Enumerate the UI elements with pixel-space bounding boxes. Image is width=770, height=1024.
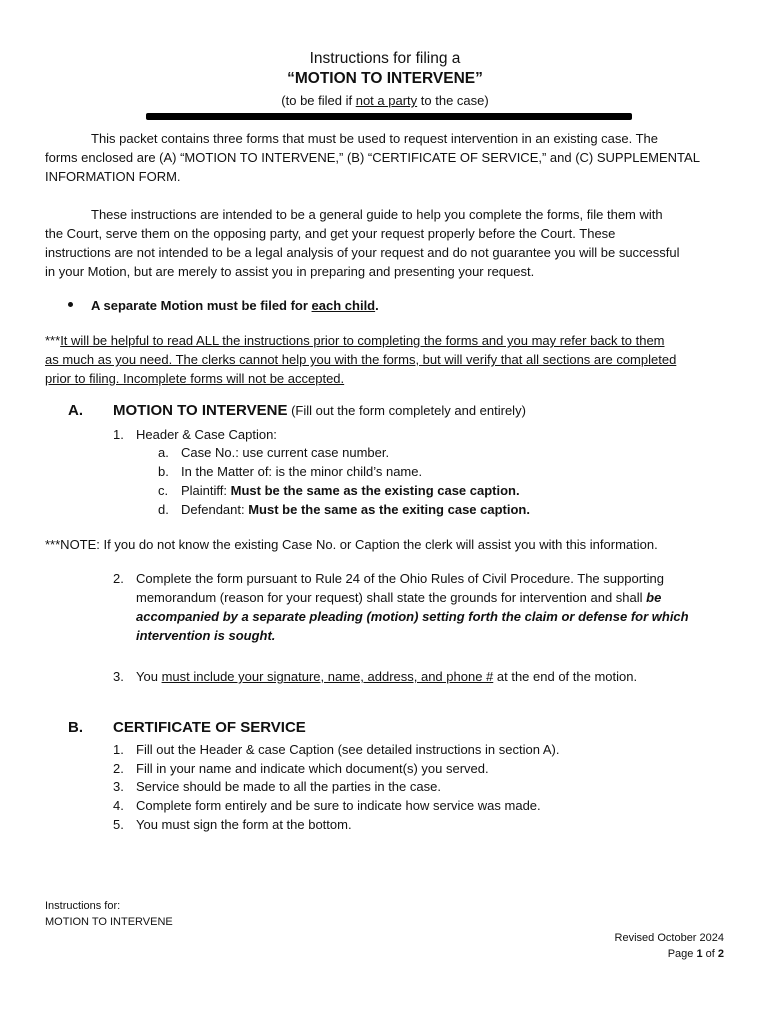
section-b-item4: Complete form entirely and be sure to indicate how service was made. — [136, 798, 541, 813]
section-a-item2-line2: memorandum (reason for your request) shall state the grounds for intervention and shall be — [136, 590, 662, 605]
warning-line1: ***It will be helpful to read ALL the instructions prior to completing the forms and you may refer back to them — [45, 333, 665, 348]
section-a-letter: A. — [68, 402, 83, 419]
subitem-d-letter: d. — [158, 502, 169, 517]
section-b-item4-num: 4. — [113, 798, 124, 813]
warning-line2: as much as you need. The clerks cannot help you with the forms, but will verify that all sections are completed — [45, 352, 677, 367]
intro-p2-line2: the Court, serve them on the opposing party, and get your request properly before the Court. These — [45, 226, 616, 241]
title-divider — [146, 113, 632, 120]
subitem-c-letter: c. — [158, 483, 169, 498]
intro-p2-line1: These instructions are intended to be a general guide to help you complete the forms, file them with — [91, 207, 663, 222]
warning-line3: prior to filing. Incomplete forms will not be accepted. — [45, 371, 345, 386]
section-b-item3: Service should be made to all the parties in the case. — [136, 779, 441, 794]
section-a-heading: MOTION TO INTERVENE (Fill out the form completely and entirely) — [113, 402, 526, 419]
doc-title-line2: “MOTION TO INTERVENE” — [287, 70, 483, 87]
separate-motion-bullet: A separate Motion must be filed for each child. — [91, 298, 379, 313]
subitem-b-letter: b. — [158, 464, 169, 479]
section-b-item5-num: 5. — [113, 817, 124, 832]
section-b-item2-num: 2. — [113, 761, 124, 776]
intro-p1-line2: forms enclosed are (A) “MOTION TO INTERVENE,” (B) “CERTIFICATE OF SERVICE,” and (C) SUPPLEMENTAL — [45, 150, 700, 165]
section-a-item1: Header & Case Caption: — [136, 427, 277, 442]
section-a-item2-num: 2. — [113, 571, 124, 586]
doc-title-line1: Instructions for filing a — [309, 50, 461, 67]
intro-p1-line1: This packet contains three forms that must be used to request intervention in an existing case. The — [91, 131, 659, 146]
section-b-item3-num: 3. — [113, 779, 124, 794]
intro-p2-line3: instructions are not intended to be a legal analysis of your request and do not guarantee you will be successful — [45, 245, 680, 260]
bullet-icon — [68, 302, 73, 307]
section-a-item3-num: 3. — [113, 669, 124, 684]
section-a-item2-line4: intervention is sought. — [136, 628, 276, 643]
section-b-item1: Fill out the Header & case Caption (see detailed instructions in section A). — [136, 742, 560, 757]
footer-left-line2: MOTION TO INTERVENE — [45, 916, 173, 928]
section-a-item3: You must include your signature, name, address, and phone # at the end of the motion. — [136, 669, 638, 684]
section-b-item5: You must sign the form at the bottom. — [136, 817, 352, 832]
subitem-a-text: Case No.: use current case number. — [181, 445, 390, 460]
doc-subtitle: (to be filed if not a party to the case) — [281, 93, 489, 108]
section-a-note: ***NOTE: If you do not know the existing Case No. or Caption the clerk will assist you with this information. — [45, 537, 658, 552]
footer-revised: Revised October 2024 — [614, 932, 724, 944]
section-b-letter: B. — [68, 719, 83, 736]
subitem-c-text: Plaintiff: Must be the same as the existing case caption. — [181, 483, 520, 498]
section-a-item1-num: 1. — [113, 427, 124, 442]
subitem-a-letter: a. — [158, 445, 169, 460]
subitem-b-text: In the Matter of: is the minor child’s name. — [181, 464, 423, 479]
intro-p1-line3: INFORMATION FORM. — [45, 169, 181, 184]
section-b-heading: CERTIFICATE OF SERVICE — [113, 719, 306, 736]
page-number: Page 1 of 2 — [667, 948, 724, 960]
section-b-item1-num: 1. — [113, 742, 124, 757]
section-a-item2-line3: accompanied by a separate pleading (motion) setting forth the claim or defense for which — [136, 609, 689, 624]
section-b-item2: Fill in your name and indicate which document(s) you served. — [136, 761, 489, 776]
intro-p2-line4: in your Motion, but are merely to assist you in preparing and presenting your request. — [45, 264, 535, 279]
subitem-d-text: Defendant: Must be the same as the exiting case caption. — [181, 502, 530, 517]
section-a-item2-line1: Complete the form pursuant to Rule 24 of the Ohio Rules of Civil Procedure. The supporting — [136, 571, 664, 586]
footer-left-line1: Instructions for: — [45, 900, 121, 912]
